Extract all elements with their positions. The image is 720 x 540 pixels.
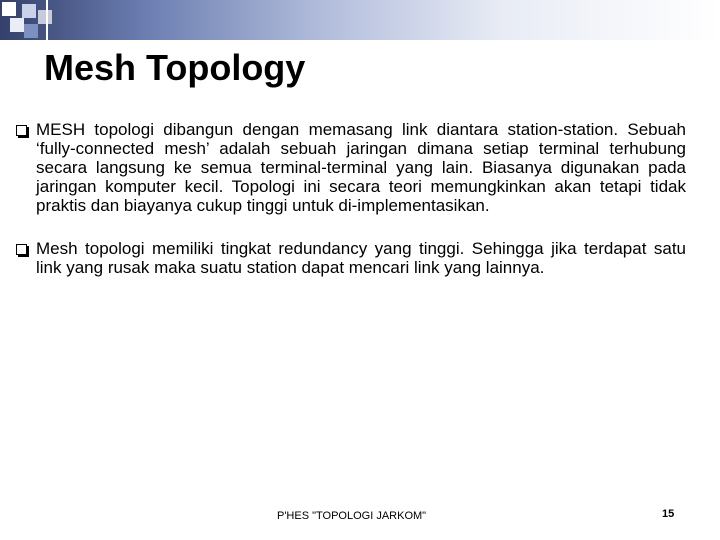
bullet-item (16, 239, 686, 277)
header-banner (0, 0, 720, 40)
slide-title: Mesh Topology (44, 47, 306, 88)
decorative-square (22, 4, 36, 18)
slide-footer: P'HES "TOPOLOGI JARKOM" (277, 510, 427, 522)
banner-divider (46, 0, 48, 40)
page-number: 15 (662, 508, 675, 520)
bullet-text: Mesh topologi memiliki tingkat redundancy yang tinggi. Sehingga jika terdapat satu link yang rusak maka suatu station dapat mencari link yang lainnya. (36, 239, 686, 277)
decorative-square (10, 18, 24, 32)
bullet-text: MESH topologi dibangun dengan memasang link diantara station-station. Sebuah ‘fully-connected mesh’ adalah sebuah jaringan dimana setiap terminal terhubung secara langsung ke semua terminal-terminal yang lain. Biasanya digunakan pada jaringan komputer kecil. Topologi ini secara teori memungkinkan akan tetapi tidak praktis dan biayanya cukup tinggi untuk di-implementasikan. (36, 120, 686, 215)
decorative-square (24, 24, 38, 38)
decorative-squares (0, 0, 60, 40)
square-bullet-icon (16, 244, 27, 255)
decorative-square (2, 2, 16, 16)
bullet-item (16, 120, 686, 215)
bullet-list (16, 120, 686, 301)
decorative-square (38, 10, 52, 24)
square-bullet-icon (16, 125, 27, 136)
